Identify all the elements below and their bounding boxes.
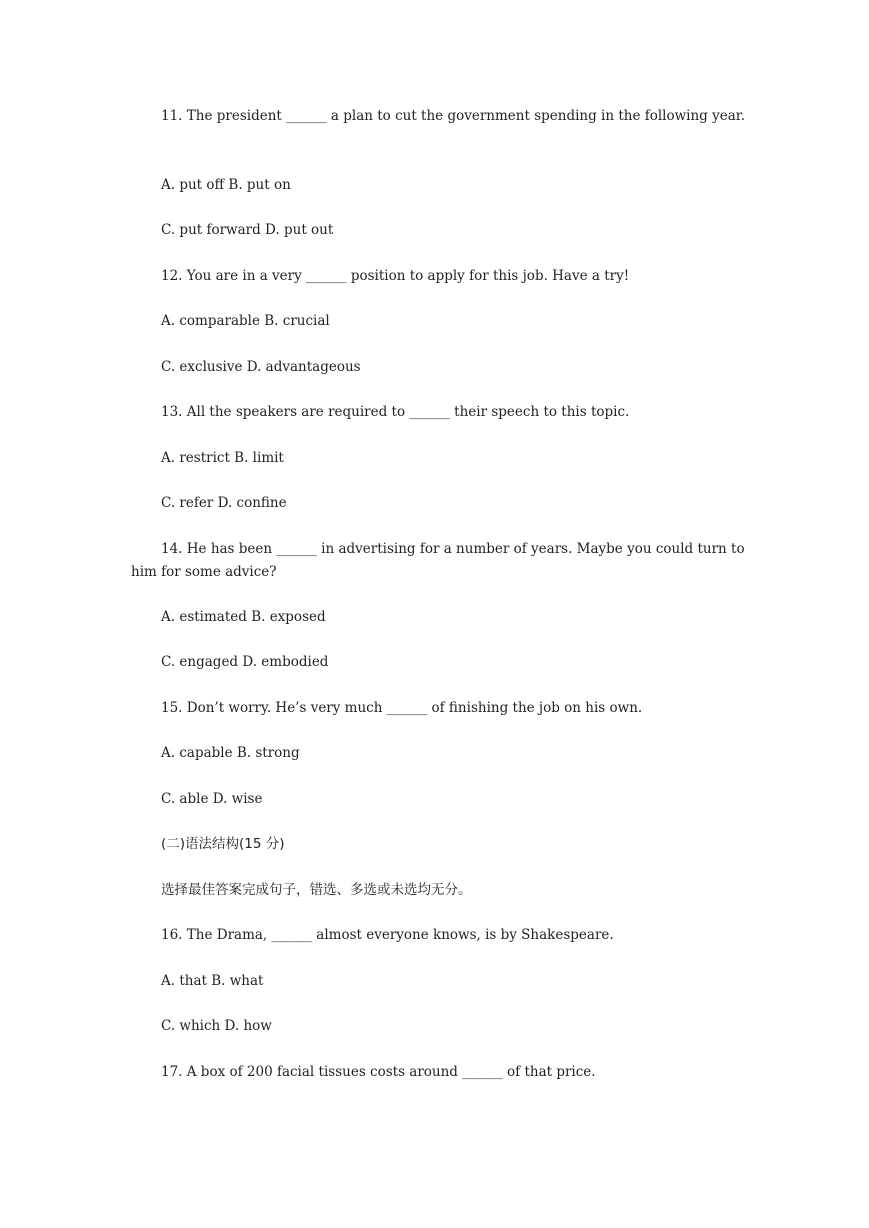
question-12-options-ab: A. comparable B. crucial (161, 313, 330, 329)
question-14-options-ab: A. estimated B. exposed (161, 609, 326, 625)
question-15: 15. Don’t worry. He’s very much ______ of finishing the job on his own. (161, 700, 643, 716)
question-15-options-ab: A. capable B. strong (161, 745, 300, 761)
question-15-options-cd: C. able D. wise (161, 791, 263, 807)
question-11-options-cd: C. put forward D. put out (161, 222, 334, 238)
question-11-options-ab: A. put off B. put on (161, 177, 291, 193)
question-12: 12. You are in a very ______ position to apply for this job. Have a try! (161, 268, 630, 284)
question-13: 13. All the speakers are required to ______ their speech to this topic. (161, 404, 630, 420)
question-14: 14. He has been ______ in advertising for a number of years. Maybe you could turn to him for some advice? (131, 541, 749, 580)
question-17: 17. A box of 200 facial tissues costs around ______ of that price. (161, 1064, 596, 1080)
question-16-options-cd: C. which D. how (161, 1018, 272, 1034)
question-16-options-ab: A. that B. what (161, 973, 264, 989)
question-14-options-cd: C. engaged D. embodied (161, 654, 329, 670)
question-16: 16. The Drama, ______ almost everyone knows, is by Shakespeare. (161, 927, 614, 943)
question-11: 11. The president ______ a plan to cut the government spending in the following year. (161, 108, 746, 124)
section-instructions: 选择最佳答案完成句子，错选、多选或未选均无分。 (161, 882, 472, 898)
question-13-options-cd: C. refer D. confine (161, 495, 287, 511)
section-heading: (二)语法结构(15 分) (161, 836, 285, 852)
question-12-options-cd: C. exclusive D. advantageous (161, 359, 361, 375)
question-13-options-ab: A. restrict B. limit (161, 450, 284, 466)
